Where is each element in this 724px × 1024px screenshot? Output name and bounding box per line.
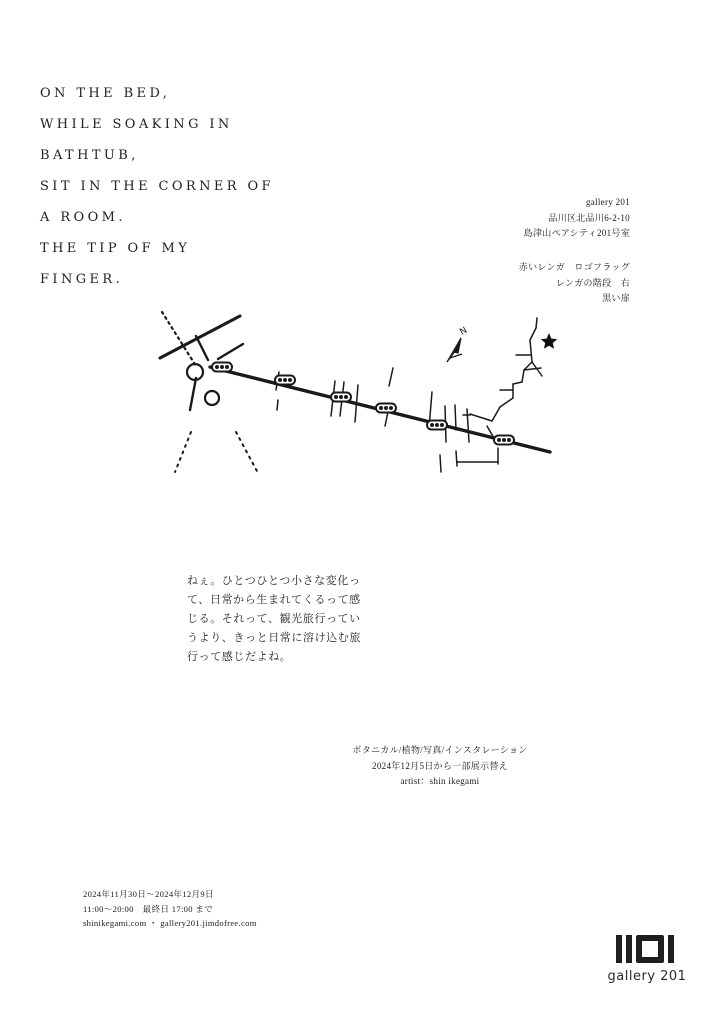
logo-text: gallery 201 [607, 969, 687, 984]
address-line: 島津山ペアシティ201号室 [523, 228, 630, 238]
poem-line: BATHTUB, [40, 148, 139, 163]
poem-line: A ROOM. [40, 210, 126, 225]
event-hours: 11:00～20:00 最終日 17:00 まで [83, 903, 214, 914]
map-dotted-road [162, 312, 196, 366]
station-marker [212, 363, 232, 372]
north-label: N [458, 325, 470, 338]
exhibit-artist: artist：shin ikegami [400, 776, 480, 786]
exhibit-change-note: 2024年12月5日から一部展示替え [372, 760, 508, 771]
direction-line: 赤いレンガ ロゴフラッグ [518, 262, 630, 272]
poem-line: SIT IN THE CORNER OF [40, 179, 274, 194]
poem-line: ON THE BED, [40, 86, 171, 101]
exhibit-category: ボタニカル/植物/写真/インスタレーション [352, 745, 528, 755]
address-line: 品川区北品川6-2-10 [548, 212, 630, 223]
map-roundabout [205, 391, 219, 405]
station-marker [376, 404, 396, 413]
message-text-block [187, 572, 367, 667]
map-road [196, 336, 208, 360]
station-marker [331, 393, 351, 402]
gallery-address [524, 195, 630, 242]
access-map [150, 300, 570, 500]
gallery-location-star-icon [541, 333, 558, 349]
event-details [83, 887, 257, 931]
direction-line: レンガの階段 右 [555, 277, 630, 288]
gallery-201-logo-icon [607, 932, 687, 966]
website-links[interactable]: shinikegami.com ・ gallery201.jimdofree.com [83, 918, 257, 928]
station-marker [494, 436, 514, 445]
event-dates: 2024年11月30日～2024年12月9日 [83, 889, 214, 899]
poem-block [40, 78, 274, 295]
poem-line: THE TIP OF MY [40, 241, 191, 256]
station-marker [275, 376, 295, 385]
north-arrow-icon [447, 338, 462, 362]
message-text: ねぇ。ひとつひとつ小さな変化って、日常から生まれてくるって感じる。それって、観光旅行っていうより、きっと日常に溶け込む旅行って感じだよね。 [187, 575, 361, 663]
map-road [190, 378, 196, 410]
exhibit-info [335, 743, 545, 790]
poem-line: WHILE SOAKING IN [40, 117, 233, 132]
station-marker [427, 421, 447, 430]
gallery-logo [602, 932, 692, 984]
map-road [218, 344, 243, 359]
map-dotted-road [236, 432, 258, 473]
direction-line: 黒い扉 [602, 293, 630, 303]
poem-line: FINGER. [40, 272, 124, 287]
map-dotted-road [175, 432, 191, 472]
gallery-name: gallery 201 [585, 197, 630, 207]
